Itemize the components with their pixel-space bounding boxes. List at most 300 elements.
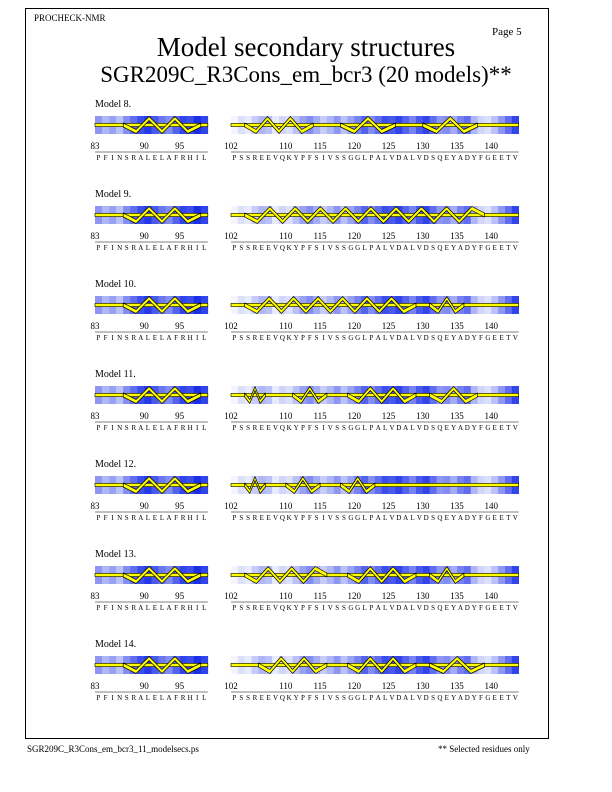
residue-tick-label: 130 bbox=[416, 681, 430, 691]
sequence-residue: L bbox=[362, 694, 367, 702]
sequence-residue: S bbox=[342, 154, 346, 162]
sequence-residue: N bbox=[117, 514, 123, 522]
sequence-residue: A bbox=[403, 154, 409, 162]
sequence-residue: P bbox=[232, 154, 237, 162]
sequence-residue: V bbox=[327, 514, 333, 522]
sequence-residue: V bbox=[389, 604, 395, 612]
sequence-residue: A bbox=[138, 424, 144, 432]
sequence-residue: D bbox=[464, 244, 470, 252]
sequence-residue: G bbox=[348, 694, 354, 702]
sequence-residue: F bbox=[174, 514, 179, 522]
sequence-residue: E bbox=[152, 514, 158, 522]
sequence-residue: N bbox=[117, 244, 123, 252]
residue-tick-label: 102 bbox=[224, 411, 238, 421]
sequence-residue: E bbox=[499, 334, 504, 342]
sequence-residue: I bbox=[111, 154, 114, 162]
sequence-residue: D bbox=[464, 424, 470, 432]
sequence-residue: L bbox=[202, 694, 207, 702]
sequence-residue: R bbox=[131, 514, 137, 522]
residue-tick-label: 120 bbox=[347, 141, 362, 151]
sequence-residue: Y bbox=[293, 604, 299, 612]
residue-tick-label: 125 bbox=[381, 501, 396, 511]
model-label: Model 13. bbox=[95, 549, 137, 560]
residue-tick-label: 120 bbox=[347, 231, 362, 241]
sequence-residue: I bbox=[196, 694, 199, 702]
sequence-residue: R bbox=[131, 604, 137, 612]
sequence-residue: V bbox=[272, 154, 279, 162]
sequence-residue: E bbox=[266, 334, 271, 342]
sequence-residue: A bbox=[138, 604, 144, 612]
sequence-residue: G bbox=[485, 604, 491, 612]
model-panel bbox=[91, 99, 520, 162]
sequence-residue: A bbox=[375, 244, 381, 252]
sequence-residue: L bbox=[145, 244, 151, 252]
sequence-residue: L bbox=[382, 604, 388, 612]
sequence-residue: I bbox=[322, 694, 325, 702]
sequence-residue: R bbox=[180, 424, 186, 432]
residue-tick-label: 90 bbox=[139, 501, 149, 511]
residue-tick-label: 130 bbox=[416, 411, 430, 421]
sequence-residue: V bbox=[416, 154, 422, 162]
sequence-residue: V bbox=[512, 334, 518, 342]
sequence-residue: Y bbox=[293, 424, 299, 432]
residue-tick-label: 95 bbox=[175, 321, 185, 331]
residue-tick-label: 130 bbox=[416, 321, 430, 331]
sequence-residue: Y bbox=[451, 424, 457, 432]
residue-tick-label: 130 bbox=[416, 591, 430, 601]
sequence-residue: E bbox=[492, 514, 497, 522]
residue-tick-label: 140 bbox=[484, 591, 499, 601]
sequence-residue: E bbox=[492, 334, 497, 342]
sequence-residue: I bbox=[111, 334, 114, 342]
sequence-residue: S bbox=[239, 154, 244, 162]
sequence-residue: A bbox=[375, 694, 381, 702]
sequence-residue: A bbox=[138, 154, 144, 162]
sequence-residue: S bbox=[342, 334, 346, 342]
sequence-residue: Q bbox=[437, 334, 443, 342]
sequence-residue: F bbox=[103, 514, 108, 522]
sequence-residue: L bbox=[202, 334, 207, 342]
sequence-residue: L bbox=[202, 514, 207, 522]
sequence-residue: V bbox=[327, 244, 333, 252]
sequence-residue: D bbox=[396, 424, 402, 432]
sequence-residue: Q bbox=[279, 154, 285, 162]
residue-tick-label: 115 bbox=[313, 501, 327, 511]
sequence-residue: I bbox=[196, 334, 199, 342]
footer-filename: SGR209C_R3Cons_em_bcr3_11_modelsecs.ps bbox=[27, 744, 199, 754]
program-name: PROCHECK-NMR bbox=[34, 13, 106, 23]
sequence-residue: E bbox=[266, 514, 271, 522]
sequence-residue: D bbox=[396, 514, 402, 522]
residue-tick-label: 110 bbox=[279, 681, 293, 691]
sequence-residue: L bbox=[362, 604, 367, 612]
sequence-residue: F bbox=[307, 694, 312, 702]
sequence-residue: S bbox=[239, 334, 244, 342]
model-label: Model 12. bbox=[95, 459, 137, 470]
sequence-residue: V bbox=[416, 424, 422, 432]
sequence-residue: L bbox=[145, 334, 151, 342]
sequence-residue: E bbox=[499, 694, 504, 702]
sequence-residue: S bbox=[335, 424, 340, 432]
residue-tick-label: 102 bbox=[224, 321, 238, 331]
residue-tick-label: 130 bbox=[416, 501, 430, 511]
residue-tick-label: 83 bbox=[90, 141, 100, 151]
residue-tick-label: 115 bbox=[313, 141, 327, 151]
sequence-residue: S bbox=[342, 514, 346, 522]
sequence-residue: H bbox=[187, 244, 193, 252]
sequence-residue: D bbox=[423, 334, 429, 342]
sequence-residue: L bbox=[145, 604, 151, 612]
sequence-residue: D bbox=[464, 514, 470, 522]
sequence-residue: K bbox=[286, 154, 292, 162]
sequence-residue: L bbox=[410, 604, 415, 612]
sequence-residue: K bbox=[286, 514, 292, 522]
residue-tick-label: 135 bbox=[450, 591, 464, 601]
sequence-residue: L bbox=[410, 244, 415, 252]
residue-tick-label: 110 bbox=[279, 591, 293, 601]
sequence-residue: L bbox=[159, 334, 165, 342]
sequence-residue: E bbox=[152, 424, 158, 432]
sequence-residue: S bbox=[124, 154, 129, 162]
sequence-residue: V bbox=[327, 694, 333, 702]
residue-tick-label: 115 bbox=[313, 591, 327, 601]
sequence-residue: P bbox=[96, 334, 101, 342]
sequence-residue: E bbox=[499, 424, 504, 432]
sequence-residue: S bbox=[246, 694, 251, 702]
sequence-residue: Y bbox=[293, 514, 299, 522]
sequence-residue: L bbox=[159, 154, 165, 162]
sequence-residue: Y bbox=[471, 694, 477, 702]
sequence-residue: P bbox=[232, 604, 237, 612]
coil-line bbox=[95, 663, 208, 666]
sequence-residue: S bbox=[335, 694, 340, 702]
sequence-residue: D bbox=[464, 604, 470, 612]
residue-tick-label: 130 bbox=[416, 141, 430, 151]
sequence-residue: V bbox=[416, 514, 422, 522]
residue-tick-label: 140 bbox=[484, 501, 499, 511]
sequence-residue: S bbox=[314, 604, 319, 612]
residue-tick-label: 83 bbox=[90, 501, 100, 511]
sequence-residue: V bbox=[416, 694, 422, 702]
sequence-residue: P bbox=[369, 154, 374, 162]
sequence-residue: T bbox=[506, 514, 511, 522]
sequence-residue: D bbox=[464, 154, 470, 162]
sequence-residue: L bbox=[382, 154, 388, 162]
sequence-residue: L bbox=[382, 694, 388, 702]
sequence-residue: H bbox=[187, 154, 193, 162]
sequence-residue: F bbox=[307, 334, 312, 342]
coil-line bbox=[95, 393, 208, 396]
residue-tick-label: 95 bbox=[175, 681, 185, 691]
sequence-residue: S bbox=[246, 424, 251, 432]
sequence-residue: F bbox=[479, 244, 483, 252]
sequence-residue: S bbox=[124, 424, 129, 432]
sequence-residue: A bbox=[457, 154, 464, 162]
sequence-residue: S bbox=[124, 514, 129, 522]
sequence-residue: S bbox=[431, 694, 436, 702]
sequence-residue: Q bbox=[437, 694, 443, 702]
sequence-residue: D bbox=[464, 694, 470, 702]
sequence-residue: R bbox=[180, 334, 186, 342]
sequence-residue: F bbox=[479, 334, 483, 342]
coil-line bbox=[95, 213, 208, 216]
sequence-residue: E bbox=[444, 154, 449, 162]
residue-tick-label: 125 bbox=[381, 141, 396, 151]
residue-tick-label: 135 bbox=[450, 141, 464, 151]
sequence-residue: F bbox=[307, 424, 312, 432]
residue-tick-label: 135 bbox=[450, 231, 464, 241]
sequence-residue: L bbox=[145, 694, 151, 702]
sequence-residue: H bbox=[187, 424, 193, 432]
sequence-residue: I bbox=[322, 514, 325, 522]
residue-tick-label: 90 bbox=[139, 411, 149, 421]
sequence-residue: A bbox=[375, 604, 381, 612]
sequence-residue: R bbox=[252, 334, 258, 342]
sequence-residue: S bbox=[335, 154, 340, 162]
sequence-residue: S bbox=[335, 244, 340, 252]
sequence-residue: F bbox=[174, 604, 179, 612]
sequence-residue: Y bbox=[293, 154, 299, 162]
sequence-residue: P bbox=[369, 694, 374, 702]
sequence-residue: Q bbox=[437, 604, 443, 612]
sequence-residue: Q bbox=[279, 604, 285, 612]
footer-note: ** Selected residues only bbox=[438, 744, 530, 754]
sequence-residue: Y bbox=[293, 244, 299, 252]
sequence-residue: T bbox=[506, 244, 511, 252]
sequence-residue: S bbox=[239, 604, 244, 612]
sequence-residue: T bbox=[506, 604, 511, 612]
sequence-residue: Y bbox=[451, 334, 457, 342]
sequence-residue: T bbox=[506, 694, 511, 702]
sequence-residue: V bbox=[272, 424, 279, 432]
sequence-residue: L bbox=[362, 424, 367, 432]
sequence-residue: L bbox=[202, 244, 207, 252]
sequence-residue: S bbox=[342, 694, 346, 702]
sequence-residue: A bbox=[403, 244, 409, 252]
sequence-residue: V bbox=[416, 334, 422, 342]
sequence-residue: F bbox=[103, 424, 108, 432]
residue-tick-label: 115 bbox=[313, 681, 327, 691]
sequence-residue: V bbox=[389, 154, 395, 162]
sequence-residue: G bbox=[348, 424, 354, 432]
model-panel bbox=[91, 189, 520, 252]
sequence-residue: F bbox=[479, 424, 483, 432]
sequence-residue: F bbox=[479, 514, 483, 522]
sequence-residue: A bbox=[375, 334, 381, 342]
sequence-residue: G bbox=[355, 154, 361, 162]
residue-tick-label: 140 bbox=[484, 411, 499, 421]
sequence-residue: V bbox=[327, 154, 333, 162]
residue-tick-label: 140 bbox=[484, 231, 499, 241]
sequence-residue: F bbox=[103, 244, 108, 252]
sequence-residue: E bbox=[266, 604, 271, 612]
sequence-residue: A bbox=[457, 334, 464, 342]
sequence-residue: N bbox=[117, 334, 123, 342]
residue-tick-label: 102 bbox=[224, 231, 238, 241]
sequence-residue: G bbox=[355, 424, 361, 432]
sequence-residue: L bbox=[410, 154, 415, 162]
sequence-residue: G bbox=[485, 334, 491, 342]
page-number: Page 5 bbox=[492, 26, 522, 38]
sequence-residue: A bbox=[403, 424, 409, 432]
sequence-residue: E bbox=[266, 154, 271, 162]
sequence-residue: G bbox=[485, 424, 491, 432]
sequence-residue: F bbox=[307, 604, 312, 612]
sequence-residue: A bbox=[166, 244, 172, 252]
sequence-residue: E bbox=[492, 244, 497, 252]
sequence-residue: Q bbox=[437, 514, 443, 522]
sequence-residue: S bbox=[431, 334, 436, 342]
sequence-residue: E bbox=[259, 154, 264, 162]
sequence-residue: S bbox=[314, 334, 319, 342]
sequence-residue: V bbox=[327, 604, 333, 612]
sequence-residue: E bbox=[492, 694, 497, 702]
sequence-residue: A bbox=[375, 424, 381, 432]
sequence-residue: P bbox=[369, 514, 374, 522]
sequence-residue: L bbox=[159, 694, 165, 702]
sequence-residue: S bbox=[314, 244, 319, 252]
sequence-residue: P bbox=[232, 514, 237, 522]
sequence-residue: A bbox=[403, 514, 409, 522]
residue-tick-label: 135 bbox=[450, 411, 464, 421]
residue-tick-label: 90 bbox=[139, 681, 149, 691]
sequence-residue: P bbox=[96, 244, 101, 252]
sequence-residue: A bbox=[375, 154, 381, 162]
residue-tick-label: 83 bbox=[90, 411, 100, 421]
sequence-residue: N bbox=[117, 424, 123, 432]
model-panel bbox=[91, 369, 520, 432]
sequence-residue: A bbox=[138, 514, 144, 522]
sequence-residue: L bbox=[382, 334, 388, 342]
residue-tick-label: 110 bbox=[279, 411, 293, 421]
sequence-residue: I bbox=[322, 154, 325, 162]
sequence-residue: I bbox=[322, 424, 325, 432]
sequence-residue: H bbox=[187, 334, 193, 342]
sequence-residue: E bbox=[492, 154, 497, 162]
sequence-residue: R bbox=[131, 154, 137, 162]
sequence-residue: R bbox=[252, 514, 258, 522]
sequence-residue: A bbox=[138, 244, 144, 252]
sequence-residue: Q bbox=[279, 694, 285, 702]
sequence-residue: P bbox=[232, 334, 237, 342]
coil-line bbox=[95, 303, 208, 306]
sequence-residue: I bbox=[196, 424, 199, 432]
sequence-residue: A bbox=[457, 424, 464, 432]
sequence-residue: P bbox=[300, 334, 305, 342]
sequence-residue: F bbox=[479, 694, 483, 702]
sequence-residue: S bbox=[335, 334, 340, 342]
sequence-residue: F bbox=[174, 244, 179, 252]
sequence-residue: L bbox=[410, 694, 415, 702]
sequence-residue: L bbox=[145, 514, 151, 522]
residue-tick-label: 135 bbox=[450, 501, 464, 511]
sequence-residue: A bbox=[457, 604, 464, 612]
sequence-residue: Y bbox=[293, 334, 299, 342]
residue-tick-label: 125 bbox=[381, 411, 396, 421]
sequence-residue: L bbox=[362, 514, 367, 522]
sequence-residue: E bbox=[259, 244, 264, 252]
sequence-residue: S bbox=[314, 514, 319, 522]
sequence-residue: P bbox=[96, 514, 101, 522]
sequence-residue: A bbox=[138, 694, 144, 702]
sequence-residue: S bbox=[431, 154, 436, 162]
sequence-residue: V bbox=[389, 694, 395, 702]
residue-tick-label: 95 bbox=[175, 141, 185, 151]
sequence-residue: L bbox=[382, 424, 388, 432]
sequence-residue: Q bbox=[279, 244, 285, 252]
sequence-residue: F bbox=[307, 244, 312, 252]
sequence-residue: Q bbox=[437, 424, 443, 432]
sequence-residue: Y bbox=[471, 334, 477, 342]
sequence-residue: P bbox=[232, 424, 237, 432]
sequence-residue: L bbox=[159, 604, 165, 612]
sequence-residue: P bbox=[300, 514, 305, 522]
sequence-residue: E bbox=[499, 514, 504, 522]
sequence-residue: F bbox=[174, 424, 179, 432]
sequence-residue: E bbox=[266, 694, 271, 702]
residue-tick-label: 90 bbox=[139, 591, 149, 601]
residue-tick-label: 125 bbox=[381, 231, 396, 241]
sequence-residue: Y bbox=[293, 694, 299, 702]
sequence-residue: V bbox=[512, 514, 518, 522]
sequence-residue: L bbox=[159, 514, 165, 522]
sequence-residue: L bbox=[202, 604, 207, 612]
sequence-residue: V bbox=[389, 244, 395, 252]
sequence-residue: I bbox=[196, 244, 199, 252]
sequence-residue: V bbox=[327, 334, 333, 342]
sequence-residue: D bbox=[423, 514, 429, 522]
sequence-residue: F bbox=[103, 334, 108, 342]
sequence-residue: E bbox=[499, 244, 504, 252]
page-title: Model secondary structures bbox=[156, 32, 456, 62]
sequence-residue: P bbox=[96, 154, 101, 162]
sequence-residue: Y bbox=[471, 604, 477, 612]
sequence-residue: P bbox=[369, 424, 374, 432]
residue-tick-label: 110 bbox=[279, 231, 293, 241]
sequence-residue: Y bbox=[471, 244, 477, 252]
sequence-residue: D bbox=[396, 154, 402, 162]
sequence-residue: V bbox=[416, 604, 422, 612]
sequence-residue: V bbox=[389, 334, 395, 342]
sequence-residue: F bbox=[479, 154, 483, 162]
residue-tick-label: 135 bbox=[450, 681, 464, 691]
sequence-residue: V bbox=[512, 604, 518, 612]
sequence-residue: D bbox=[423, 694, 429, 702]
residue-tick-label: 110 bbox=[279, 321, 293, 331]
sequence-residue: R bbox=[180, 154, 186, 162]
sequence-residue: D bbox=[423, 244, 429, 252]
sequence-residue: E bbox=[444, 604, 449, 612]
sequence-residue: E bbox=[259, 604, 264, 612]
sequence-residue: K bbox=[286, 604, 292, 612]
sequence-residue: H bbox=[187, 604, 193, 612]
residue-tick-label: 135 bbox=[450, 321, 464, 331]
residue-tick-label: 83 bbox=[90, 591, 100, 601]
sequence-residue: S bbox=[239, 514, 244, 522]
sequence-residue: I bbox=[111, 604, 114, 612]
model-label: Model 8. bbox=[95, 99, 132, 110]
sequence-residue: G bbox=[485, 244, 491, 252]
sequence-residue: Q bbox=[279, 334, 285, 342]
sequence-residue: S bbox=[124, 334, 129, 342]
sequence-residue: L bbox=[410, 334, 415, 342]
sequence-residue: G bbox=[355, 244, 361, 252]
sequence-residue: I bbox=[111, 424, 114, 432]
coil-line bbox=[95, 573, 208, 576]
sequence-residue: V bbox=[327, 424, 333, 432]
sequence-residue: S bbox=[335, 514, 340, 522]
sequence-residue: F bbox=[307, 154, 312, 162]
